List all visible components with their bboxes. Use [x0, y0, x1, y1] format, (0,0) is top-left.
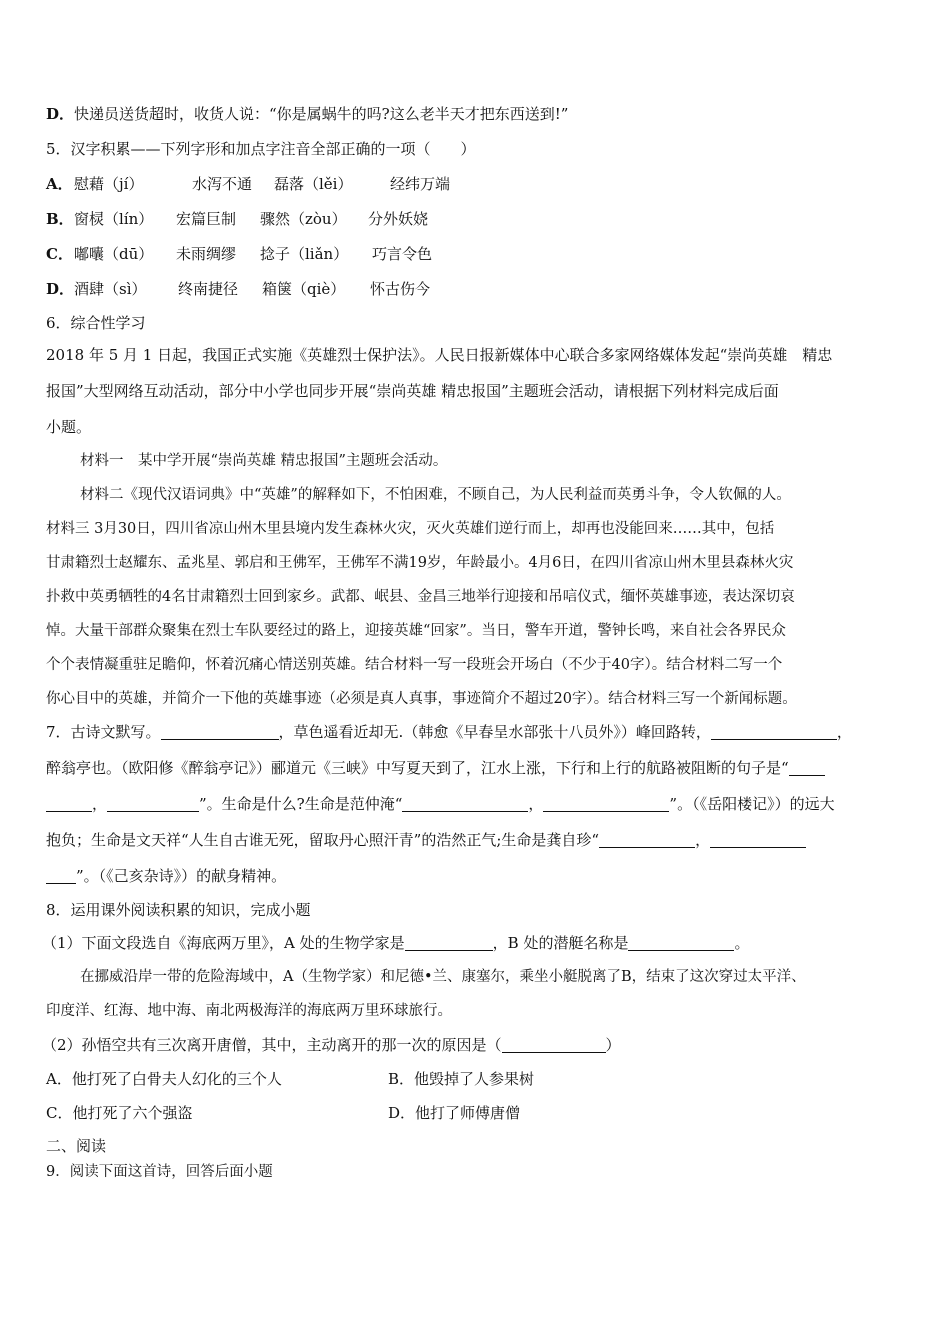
q5-option-label: D． — [46, 280, 75, 298]
q7-line-5 — [46, 864, 912, 888]
q5-option-item: 嘟囔（dū） — [74, 245, 154, 263]
q6-intro-line: 小题。 — [46, 418, 92, 436]
q9-stem: 9．阅读下面这首诗，回答后面小题 — [46, 1164, 273, 1180]
q4-option-d-label: D． — [46, 105, 75, 123]
q5-stem: 5．汉字积累——下列字形和加点字注音全部正确的一项（ ） — [46, 140, 476, 158]
q7-text: ，草色遥看近却无.（韩愈《早春呈水部张十八员外》）峰回路转， — [278, 723, 711, 741]
q6-intro-line: 2018 年 5 月 1 日起，我国正式实施《英雄烈士保护法》。人民日报新媒体中心联合多家网络媒体发起“崇尚英雄 精忠 — [46, 346, 833, 364]
q8-sub2 — [42, 1033, 908, 1057]
q5-option-a — [46, 172, 912, 196]
answer-blank[interactable] — [107, 794, 199, 812]
q6-stem: 6．综合性学习 — [46, 314, 146, 332]
q7-line-4 — [46, 828, 912, 852]
q5-option-item: 巧言令色 — [372, 245, 433, 263]
q5-option-item: 箱箧（qiè） — [262, 280, 346, 298]
q8-passage-line: 在挪威沿岸一带的危险海域中，A（生物学家）和尼德•兰、康塞尔，乘坐小艇脱离了B，结束了这次穿过太平洋、 — [80, 969, 806, 985]
option-label: A． — [46, 1070, 72, 1088]
q7-text: ”。（《己亥杂诗》）的献身精神。 — [76, 867, 287, 885]
answer-blank[interactable] — [628, 933, 734, 951]
q8-sub1 — [42, 931, 908, 955]
exam-page — [42, 96, 912, 1184]
answer-blank[interactable] — [711, 722, 837, 740]
q5-option-item: 慰藉（jí） — [74, 175, 144, 193]
answer-blank[interactable] — [405, 933, 493, 951]
section-title: 二、阅读 — [46, 1137, 107, 1155]
option-label: D． — [388, 1104, 416, 1122]
q6-material-line: 扑救中英勇牺牲的4名甘肃籍烈士回到家乡。武都、岷县、金昌三地举行迎接和吊唁仪式，缅怀英雄事迹，表达深切哀 — [46, 589, 795, 605]
option-text: 他打死了白骨夫人幻化的三个人 — [71, 1070, 282, 1088]
q8-text: （1）下面文段选自《海底两万里》，A 处的生物学家是 — [42, 934, 405, 952]
answer-blank[interactable] — [789, 758, 825, 776]
q7-text: ， — [528, 795, 544, 813]
q5-option-item: 经纬万端 — [390, 175, 451, 193]
q5-option-item: 酒肆（sì） — [74, 280, 147, 298]
answer-blank[interactable] — [161, 722, 279, 740]
q5-option-item: 宏篇巨制 — [176, 210, 237, 228]
q8-option-b[interactable] — [388, 1070, 534, 1088]
q5-option-label: A． — [46, 175, 73, 193]
q6-material-line: 个个表情凝重驻足瞻仰，怀着沉痛心情送别英雄。结合材料一写一段班会开场白（不少于40字）。结合材料二写一个 — [46, 657, 783, 673]
q6-material-line: 甘肃籍烈士赵耀东、孟兆星、郭启和王佛军，王佛军不满19岁，年龄最小。4月6日，在四川省凉山州木里县森林火灾 — [46, 555, 794, 571]
q4-option-d — [46, 102, 912, 126]
q6-material-line: 材料一 某中学开展“崇尚英雄 精忠报国”主题班会活动。 — [80, 453, 448, 469]
answer-blank[interactable] — [502, 1035, 606, 1053]
q7-text: ， — [836, 723, 852, 741]
q5-option-item: 分外妖娆 — [368, 210, 429, 228]
q6-material-line: 悼。大量干部群众聚集在烈士车队要经过的路上，迎接英雄“回家”。当日，警车开道，警钟长鸣，来自社会各界民众 — [46, 623, 786, 639]
option-text: 他打了师傅唐僧 — [415, 1104, 521, 1122]
answer-blank[interactable] — [599, 830, 695, 848]
q8-text: ，B 处的潜艇名称是 — [492, 934, 629, 952]
q7-text: ”。生命是什么?生命是范仲淹“ — [199, 795, 403, 813]
q6-material-line: 你心目中的英雄，并简介一下他的英雄事迹（必须是真人真事，事迹简介不超过20字）。结合材料三写一个新闻标题。 — [46, 691, 797, 707]
q5-option-item: 捻子（liǎn） — [260, 245, 349, 263]
q4-option-d-text: 快递员送货超时，收货人说：“你是属蜗牛的吗?这么老半天才把东西送到!” — [74, 105, 569, 123]
q5-option-item: 骤然（zòu） — [260, 210, 347, 228]
answer-blank[interactable] — [402, 794, 528, 812]
q5-option-item: 终南捷径 — [178, 280, 239, 298]
q6-material-line: 材料二《现代汉语词典》中“英雄”的解释如下，不怕困难，不顾自己，为人民利益而英勇斗争，令人钦佩的人。 — [80, 487, 791, 503]
q8-option-a[interactable] — [46, 1067, 388, 1091]
q8-passage-line: 印度洋、红海、地中海、南北两极海洋的海底两万里环球旅行。 — [46, 1003, 452, 1019]
q8-text: ） — [605, 1036, 621, 1054]
answer-blank[interactable] — [46, 794, 92, 812]
q7-line-2 — [46, 756, 912, 780]
q5-option-d — [46, 277, 912, 301]
option-text: 他打死了六个强盗 — [72, 1104, 193, 1122]
answer-blank[interactable] — [543, 794, 669, 812]
q5-option-item: 窗棂（lín） — [74, 210, 154, 228]
q5-option-label: B． — [46, 210, 74, 228]
q5-option-b — [46, 207, 912, 231]
answer-blank[interactable] — [710, 830, 806, 848]
option-label: B． — [388, 1070, 415, 1088]
q5-option-item: 水泻不通 — [192, 175, 253, 193]
q7-text: ”。（《岳阳楼记》）的远大 — [669, 795, 835, 813]
q8-text: （2）孙悟空共有三次离开唐僧，其中，主动离开的那一次的原因是（ — [42, 1036, 502, 1054]
q6-intro-line: 报国”大型网络互动活动，部分中小学也同步开展“崇尚英雄 精忠报国”主题班会活动，请根据下列材料完成后面 — [46, 382, 779, 400]
q6-material-line: 材料三 3月30日，四川省凉山州木里县境内发生森林火灾，灭火英雄们逆行而上，却再也没能回来……其中，包括 — [46, 521, 775, 537]
q7-line-3 — [46, 792, 912, 816]
q8-stem: 8．运用课外阅读积累的知识，完成小题 — [46, 901, 311, 919]
q7-text: 7．古诗文默写。 — [46, 723, 161, 741]
q7-text: 醉翁亭也。（欧阳修《醉翁亭记》）郦道元《三峡》中写夏天到了，江水上涨，下行和上行的航路被阻断的句子是“ — [46, 759, 789, 777]
answer-blank[interactable] — [46, 866, 76, 884]
q5-option-c — [46, 242, 912, 266]
q8-option-c[interactable] — [46, 1101, 388, 1125]
q7-line-1 — [46, 720, 912, 744]
option-text: 他毁掉了人参果树 — [414, 1070, 535, 1088]
q5-option-item: 怀古伤今 — [370, 280, 431, 298]
q5-option-item: 磊落（lěi） — [274, 175, 353, 193]
q8-text: 。 — [734, 934, 750, 952]
q8-options-row — [46, 1067, 912, 1091]
q5-option-label: C． — [46, 245, 73, 263]
q7-text: ， — [695, 831, 711, 849]
option-label: C． — [46, 1104, 73, 1122]
q7-text: 抱负；生命是文天祥“人生自古谁无死，留取丹心照汗青”的浩然正气;生命是龚自珍“ — [46, 831, 600, 849]
q8-option-d[interactable] — [388, 1104, 520, 1122]
q5-option-item: 未雨绸缪 — [176, 245, 237, 263]
q8-options-row — [46, 1101, 912, 1125]
q7-text: ， — [92, 795, 108, 813]
